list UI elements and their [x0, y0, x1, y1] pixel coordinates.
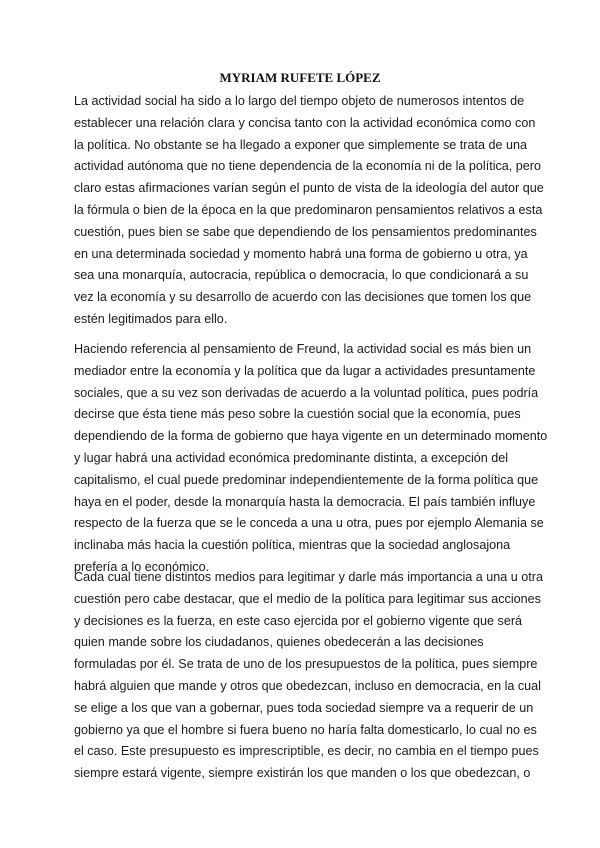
paragraph-line: y lugar habrá una actividad económica predominante distinta, a excepción del	[74, 450, 509, 465]
paragraph-line: capitalismo, el cual puede predominar independientemente de la forma política que	[74, 472, 539, 487]
paragraph-line: se elige a los que van a gobernar, pues toda sociedad siempre va a requerir de un	[74, 700, 534, 715]
paragraph-line: formuladas por él. Se trata de uno de los presupuestos de la política, pues siempre	[74, 657, 538, 672]
paragraph-line: La actividad social ha sido a lo largo del tiempo objeto de numerosos intentos de	[74, 94, 525, 108]
paragraph-line: la fórmula o bien de la época en la que predominaron pensamientos relativos a esta	[74, 202, 543, 217]
paragraph-line: sea una monarquía, autocracia, república o democracia, lo que condicionará a su	[74, 268, 529, 283]
paragraph-line: prefería a lo económico.	[74, 559, 210, 574]
paragraph-line: claro estas afirmaciones varían según el punto de vista de la ideología del autor que	[74, 181, 544, 196]
paragraph-line: actividad autónoma que no tiene dependencia de la economía ni de la política, pero	[74, 159, 542, 174]
paragraph-line: en una determinada sociedad y momento habrá una forma de gobierno u otra, ya	[74, 246, 528, 261]
paragraph-1	[74, 91, 544, 331]
paragraph-line: respecto de la fuerza que se le conceda a una u otra, pues por ejemplo Alemania se	[74, 516, 544, 531]
paragraph-2	[74, 339, 548, 579]
paragraph-line: sociales, que a su vez son derivadas de acuerdo a la voluntad política, pues podría	[74, 385, 539, 400]
paragraph-line: el caso. Este presupuesto es imprescriptible, es decir, no cambia en el tiempo pues	[74, 744, 539, 759]
paragraph-line: la política. No obstante se ha llegado a exponer que simplemente se trata de una	[74, 137, 527, 152]
paragraph-line: vez la economía y su desarrollo de acuerdo con las decisiones que tomen los que	[74, 290, 532, 305]
paragraph-line: quien mande sobre los ciudadanos, quienes obedecerán a las decisiones	[74, 635, 484, 650]
paragraph-line: Cada cual tiene distintos medios para legitimar y darle más importancia a una u otra	[74, 570, 544, 584]
paragraph-line: Haciendo referencia al pensamiento de Freund, la actividad social es más bien un	[74, 342, 532, 356]
paragraph-line: cuestión, pues bien se sabe que dependiendo de los pensamientos predominantes	[74, 224, 537, 239]
paragraph-line: cuestión pero cabe destacar, que el medio de la política para legitimar sus acciones	[74, 591, 541, 606]
paragraph-line: dependiendo de la forma de gobierno que haya vigente en un determinado momento	[74, 429, 548, 444]
paragraph-line: gobierno ya que el hombre si fuera bueno no haría falta domesticarlo, lo cual no es	[74, 722, 537, 737]
paragraph-line: siempre estará vigente, siempre existirán los que manden o los que obedezcan, o	[74, 766, 531, 781]
paragraph-line: habrá alguien que mande y otros que obedezcan, incluso en democracia, en la cual	[74, 678, 541, 693]
document-title: MYRIAM RUFETE LÓPEZ	[219, 70, 381, 85]
paragraph-line: inclinaba más hacia la cuestión política, mientras que la sociedad anglosajona	[74, 538, 511, 553]
paragraph-3	[74, 567, 544, 785]
paragraph-line: establecer una relación clara y concisa tanto con la actividad económica como con	[74, 115, 536, 130]
paragraph-line: estén legitimados para ello.	[74, 311, 228, 326]
paragraph-line: mediador entre la economía y la política que da lugar a actividades presuntamente	[74, 363, 536, 378]
paragraph-line: haya en el poder, desde la monarquía hasta la democracia. El país también influye	[74, 494, 536, 509]
paragraph-line: decirse que ésta tiene más peso sobre la cuestión social que la economía, pues	[74, 407, 521, 422]
paragraph-line: y decisiones es la fuerza, en este caso ejercida por el gobierno vigente que será	[74, 613, 523, 628]
